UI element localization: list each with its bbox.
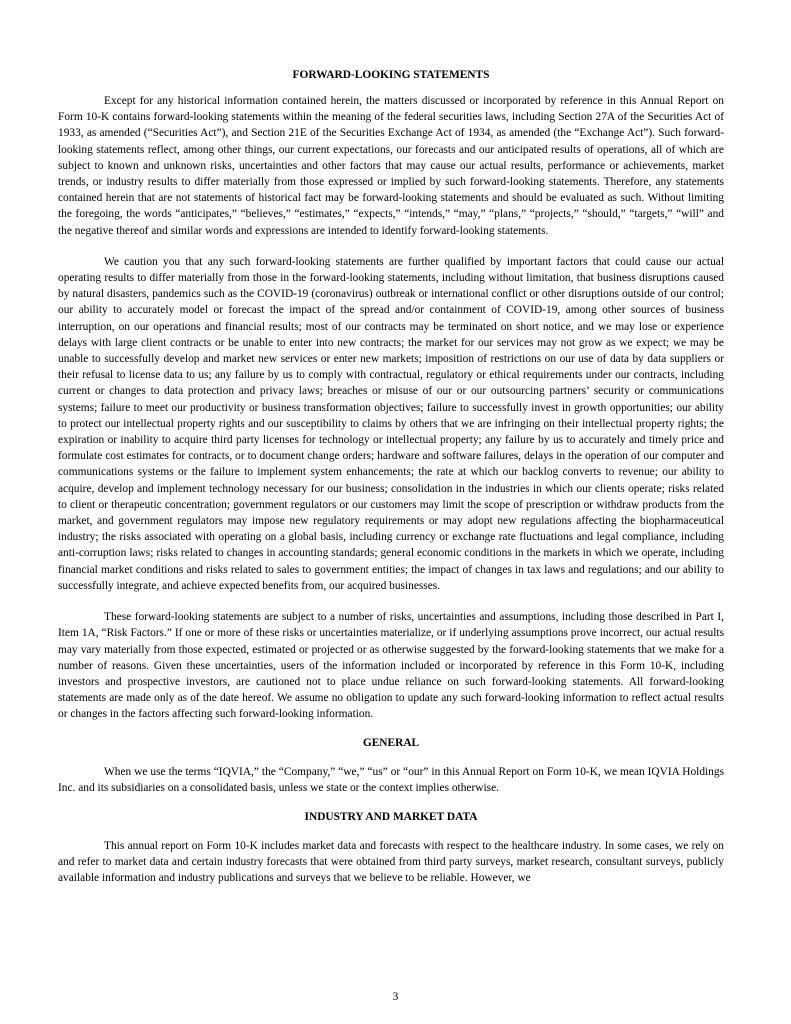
paragraph-general-terms: When we use the terms “IQVIA,” the “Company,” “we,” “us” or “our” in this Annual Report on Form 10-K, we mean IQVIA Holdings Inc. and its subsidiaries on a consolidated basis, unless we state or the context implies otherwise. <box>58 765 724 794</box>
paragraph-forward-looking-assumptions: These forward-looking statements are subject to a number of risks, uncertainties and assumptions, including those described in Part I, Item 1A, “Risk Factors.” If one or more of these risks or uncertainties materialize, or if underlying assumptions prove incorrect, our actual results may vary materially from those expected, estimated or projected or as otherwise suggested by the forward-looking statements that we make for a number of reasons. Given these uncertainties, users of the information included or incorporated by reference in this Form 10-K, including investors and prospective investors, are cautioned not to place undue reliance on such forward-looking statements. All forward-looking statements are made only as of the date hereof. We assume no obligation to update any such forward-looking information to reflect actual results or changes in the factors affecting such forward-looking information. <box>58 611 724 721</box>
section-heading-industry-market-data: INDUSTRY AND MARKET DATA <box>304 810 478 823</box>
paragraph-forward-looking-intro: Except for any historical information contained herein, the matters discussed or incorporated by reference in this Annual Report on Form 10-K contains forward-looking statements within the meaning of the federal securities laws, including Section 27A of the Securities Act of 1933, as amended (“Securities Act”), and Section 21E of the Securities Exchange Act of 1934, as amended (the “Exchange Act”). Such forward-looking statements reflect, among other things, our current expectations, our forecasts and our anticipated results of operations, all of which are subject to known and unknown risks, uncertainties and other factors that may cause our actual results, performance or achievements, market trends, or industry results to differ materially from those expressed or implied by such forward-looking statements. Therefore, any statements contained herein that are not statements of historical fact may be forward-looking statements and should be evaluated as such. Without limiting the foregoing, the words “anticipates,” “believes,” “estimates,” “expects,” “intends,” “may,” “plans,” “projects,” “should,” “targets,” “will” and the negative thereof and similar words and expressions are intended to identify forward-looking statements. <box>58 95 724 237</box>
paragraph-industry-market-data: This annual report on Form 10-K includes market data and forecasts with respect to the healthcare industry. In some cases, we rely on and refer to market data and certain industry forecasts that were obtained from third party surveys, market research, consultant surveys, publicly available information and industry publications and surveys that we believe to be reliable. However, we <box>58 839 724 885</box>
paragraph-forward-looking-risk-factors: We caution you that any such forward-looking statements are further qualified by important factors that could cause our actual operating results to differ materially from those in the forward-looking statements, including without limitation, that business disruptions caused by natural disasters, pandemics such as the COVID-19 (coronavirus) outbreak or international conflict or other disruptions outside of our control; our ability to accurately model or forecast the impact of the spread and/or containment of COVID-19, among other sources of business interruption, on our operations and financial results; most of our contracts may be terminated on short notice, and we may lose or experience delays with large client contracts or be unable to enter into new contracts; the market for our services may not grow as we expect; we may be unable to successfully develop and market new services or enter new markets; imposition of restrictions on our use of data by data suppliers or their refusal to license data to us; any failure by us to comply with contractual, regulatory or ethical requirements under our contracts, including current or changes to data protection and privacy laws; breaches or misuse of our or our outsourcing partners’ security or communications systems; failure to meet our productivity or business transformation objectives; failure to successfully invest in growth opportunities; our ability to protect our intellectual property rights and our susceptibility to claims by others that we are infringing on their intellectual property rights; the expiration or inability to acquire third party licenses for technology or intellectual property; any failure by us to accurately and timely price and formulate cost estimates for contracts, or to document change orders; hardware and software failures, delays in the operation of our computer and communications systems or the failure to implement system enhancements; the rate at which our backlog converts to revenue; our ability to acquire, develop and implement technology necessary for our business; consolidation in the industries in which our clients operate; risks related to client or therapeutic concentration; government regulators or our customers may limit the scope of prescription or withdraw products from the market, and government regulators may impose new regulatory requirements or may adopt new regulations affecting the biopharmaceutical industry; the risks associated with operating on a global basis, including currency or exchange rate fluctuations and legal compliance, including anti-corruption laws; risks related to changes in accounting standards; general economic conditions in the markets in which we operate, including financial market conditions and risks related to sales to government entities; the impact of changes in tax laws and regulations; and our ability to successfully integrate, and achieve expected benefits from, our acquired businesses. <box>58 255 724 592</box>
section-heading-forward-looking-statements: FORWARD-LOOKING STATEMENTS <box>292 69 490 81</box>
page-number: 3 <box>392 991 399 1003</box>
document-page <box>58 67 724 887</box>
section-heading-general: GENERAL <box>362 736 420 749</box>
